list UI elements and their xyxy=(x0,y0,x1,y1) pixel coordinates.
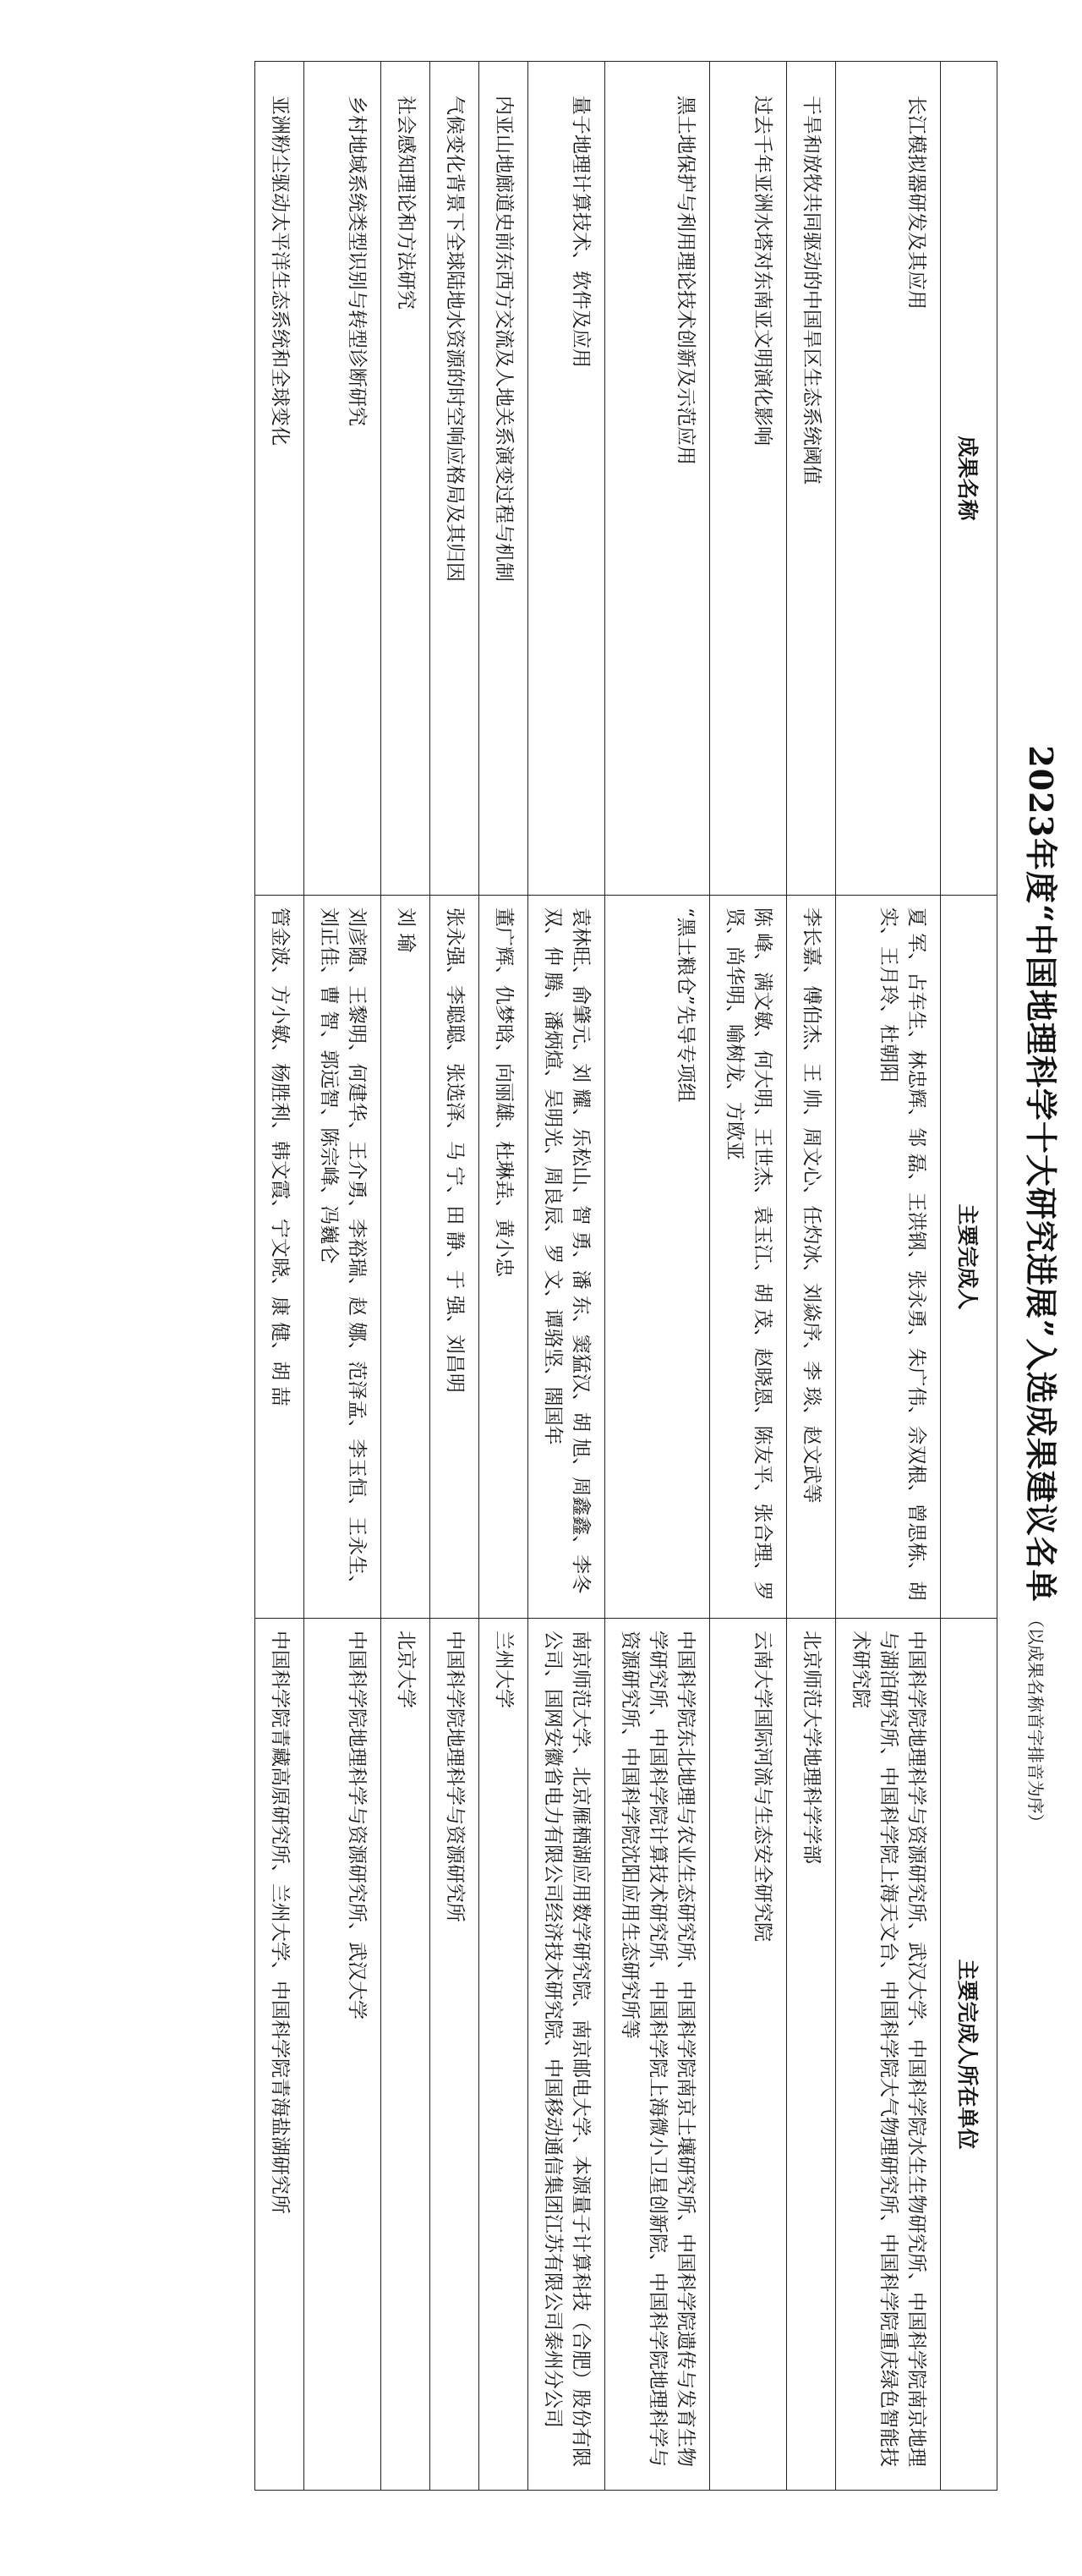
result-title: 气候变化背景下全球陆地水资源的时空响应格局及其归因 xyxy=(430,62,479,896)
results-table xyxy=(254,61,997,2491)
result-title: 社会感知理论和方法研究 xyxy=(381,62,430,896)
table-row xyxy=(479,62,528,2491)
result-people: 刘 瑜 xyxy=(381,896,430,1619)
result-title: 亚洲粉尘驱动太平洋生态系统和全球变化 xyxy=(255,62,304,896)
result-people: 董广辉、仇梦晗、向丽雄、杜琳垚、黄小忠 xyxy=(479,896,528,1619)
result-orgs: 兰州大学 xyxy=(479,1619,528,2491)
result-title: 长江模拟器研发及其应用 xyxy=(836,62,941,896)
result-orgs: 云南大学国际河流与生态安全研究院 xyxy=(710,1619,787,2491)
header-title: 成果名称 xyxy=(941,62,997,896)
result-orgs: 中国科学院青藏高原研究所、兰州大学、中国科学院青海盐湖研究所 xyxy=(255,1619,304,2491)
document-title: 2023年度“中国地理科学十大研究进展”入选成果建议名单 xyxy=(1022,745,1060,1603)
result-people: 夏 军、占车生、林忠辉、邹 磊、王洪钢、张永勇、朱广伟、佘双根、曾思栋、胡 实、王月玲、杜朝阳 xyxy=(836,896,941,1619)
result-orgs: 中国科学院地理科学与资源研究所、武汉大学 xyxy=(304,1619,381,2491)
title-block xyxy=(999,0,1067,2576)
table-row xyxy=(304,62,381,2491)
table-row xyxy=(528,62,605,2491)
result-title: 过去千年亚洲水塔对东南亚文明演化影响 xyxy=(710,62,787,896)
result-orgs: 北京大学 xyxy=(381,1619,430,2491)
document-subtitle: （以成果名称首字排音为序） xyxy=(1025,1610,1046,1831)
result-title: 乡村地域系统类型识别与转型诊断研究 xyxy=(304,62,381,896)
result-people: 李长嘉、傅伯杰、王 帅、周文心、任灼冰、刘焱序、李 琰、赵文武等 xyxy=(787,896,836,1619)
header-people: 主要完成人 xyxy=(941,896,997,1619)
table-row xyxy=(605,62,710,2491)
result-title: 内亚山地廊道史前东西方交流及人地关系演变过程与机制 xyxy=(479,62,528,896)
result-title: 黑土地保护与利用理论技术创新及示范应用 xyxy=(605,62,710,896)
result-orgs: 中国科学院东北地理与农业生态研究所、中国科学院南京土壤研究所、中国科学院遗传与发育生物学研究所、中国科学院计算技术研究所、中国科学院上海微小卫星创新院、中国科学院地理科学与资源研究所、中国科学院沈阳应用生态研究所等 xyxy=(605,1619,710,2491)
result-title: 干旱和放牧共同驱动的中国旱区生态系统阈值 xyxy=(787,62,836,896)
result-orgs: 中国科学院地理科学与资源研究所、武汉大学、中国科学院水生生物研究所、中国科学院南京地理与湖泊研究所、中国科学院上海天文台、中国科学院大气物理研究所、中国科学院重庆绿色智能技术研究院 xyxy=(836,1619,941,2491)
result-people: 张永强、李聪聪、张选泽、马 宁、田 静、于 强、刘昌明 xyxy=(430,896,479,1619)
result-title: 量子地理计算技术、软件及应用 xyxy=(528,62,605,896)
result-orgs: 中国科学院地理科学与资源研究所 xyxy=(430,1619,479,2491)
table-header-row xyxy=(941,62,997,2491)
table-row xyxy=(787,62,836,2491)
table-row xyxy=(255,62,304,2491)
result-people: 刘彦随、王黎明、何建华、王介勇、李裕瑞、赵 娜、范泽孟、李玉恒、王永生、刘正佳、曹 智、郭远智、陈宗峰、冯巍仑 xyxy=(304,896,381,1619)
result-orgs: 北京师范大学地理科学学部 xyxy=(787,1619,836,2491)
result-orgs: 南京师范大学、北京雁栖湖应用数学研究院、南京邮电大学、本源量子计算科技（合肥）股份有限公司、国网安徽省电力有限公司经济技术研究院、中国移动通信集团江苏有限公司泰州分公司 xyxy=(528,1619,605,2491)
table-row xyxy=(836,62,941,2491)
table-row xyxy=(430,62,479,2491)
result-people: 管金波、方小敏、杨胜利、韩文霞、宁文晓、康 健、胡 喆 xyxy=(255,896,304,1619)
table-row xyxy=(381,62,430,2491)
result-people: “黑土粮仓”先导专项组 xyxy=(605,896,710,1619)
result-people: 袁林旺、俞肇元、刘 耀、乐松山、智 勇、潘 东、窦猛汉、胡 旭、周鑫鑫、李冬双、仲 腾、潘炳煊、吴明光、周良辰、罗 文、谭骆坚、閤国年 xyxy=(528,896,605,1619)
result-people: 陈 峰、满文敏、何大明、王世杰、袁玉江、胡 茂、赵晓恩、陈友平、张合理、罗 贤、尚华明、喻树龙、方欧亚 xyxy=(710,896,787,1619)
header-orgs: 主要完成人所在单位 xyxy=(941,1619,997,2491)
table-row xyxy=(710,62,787,2491)
